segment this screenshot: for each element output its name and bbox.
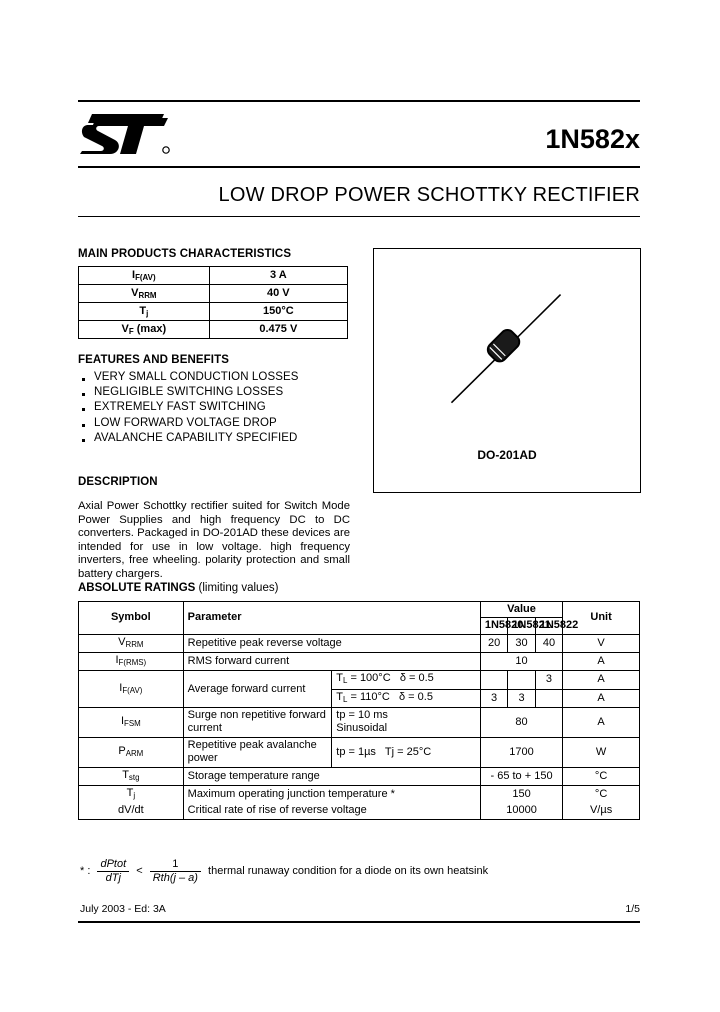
row-symbol: $T_{stg}$	[79, 767, 184, 785]
row-symbol: dV/dt	[79, 803, 184, 819]
col-header-symbol: Symbol	[79, 602, 184, 635]
absolute-ratings-table	[78, 601, 640, 820]
mpc-symbol: $T_j$	[79, 303, 210, 321]
row-value-1n5822	[535, 689, 562, 707]
col-header-parameter: Parameter	[183, 602, 480, 635]
package-label: DO-201AD	[477, 448, 537, 462]
features-heading: FEATURES AND BENEFITS	[78, 354, 229, 366]
row-condition: $T_L = 110^\circ C$ δ = 0.5	[332, 689, 481, 707]
features-list	[78, 370, 378, 446]
row-value-all: 10	[480, 653, 562, 671]
col-header-device-1n5822: 1N5822	[535, 618, 562, 634]
table-row	[79, 321, 348, 339]
row-value-all: 1700	[480, 737, 562, 767]
row-unit: W	[563, 737, 640, 767]
header-rule-bottom	[78, 166, 640, 168]
footnote-fraction-right	[150, 858, 201, 884]
absolute-ratings-title: ABSOLUTE RATINGS	[78, 582, 196, 594]
table-row	[79, 303, 348, 321]
row-unit: °C	[563, 767, 640, 785]
list-item: NEGLIGIBLE SWITCHING LOSSES	[78, 385, 378, 400]
footer-rule	[78, 921, 640, 923]
absolute-ratings-subtitle: (limiting values)	[195, 582, 279, 594]
table-row	[79, 267, 348, 285]
mpc-symbol: $V_F$ (max)	[79, 321, 210, 339]
footnote-lead: * :	[80, 865, 91, 878]
row-symbol: $V_{RRM}$	[79, 634, 184, 652]
footnote	[80, 858, 488, 884]
main-characteristics-heading: MAIN PRODUCTS CHARACTERISTICS	[78, 248, 292, 260]
table-row	[79, 767, 640, 785]
row-value-all: - 65 to + 150	[480, 767, 562, 785]
col-header-device-1n5821: 1N5821	[508, 618, 535, 634]
row-symbol: $I_{F(RMS)}$	[79, 653, 184, 671]
table-row	[79, 708, 640, 738]
absolute-ratings-heading	[78, 582, 278, 594]
row-value-1n5820	[480, 671, 507, 689]
footnote-fraction-left	[97, 858, 129, 884]
row-value-1n5822: 40	[535, 634, 562, 652]
row-parameter: Maximum operating junction temperature *	[183, 785, 480, 803]
list-item: LOW FORWARD VOLTAGE DROP	[78, 416, 378, 431]
row-condition	[332, 708, 481, 738]
row-symbol: $T_j$	[79, 785, 184, 803]
mpc-symbol: $I_{F(AV)}$	[79, 267, 210, 285]
description-heading: DESCRIPTION	[78, 476, 158, 488]
table-row	[79, 737, 640, 767]
row-parameter: Critical rate of rise of reverse voltage	[183, 803, 480, 819]
table-row	[79, 785, 640, 803]
fraction-denominator: Rth(j – a)	[152, 871, 198, 884]
main-characteristics-table	[78, 266, 348, 339]
description-text: Axial Power Schottky rectifier suited for Switch Mode Power Supplies and high frequency DC to DC converters. Packaged in DO-201AD these devices are intended for use in low voltage. high frequency inverters, free wheeling. polarity protection and small battery chargers.	[78, 500, 350, 580]
row-parameter: Repetitive peak avalanche power	[183, 737, 332, 767]
condition-line-2: Sinusoidal	[336, 722, 388, 735]
footer-date: July 2003 - Ed: 3A	[80, 903, 166, 915]
condition-line-1: tp = 10 ms	[336, 709, 388, 721]
mpc-value: 150°C	[209, 303, 347, 321]
subtitle-rule	[78, 216, 640, 217]
row-unit: °C	[563, 785, 640, 803]
footnote-text: thermal runaway condition for a diode on its own heatsink	[208, 865, 489, 878]
row-unit: V	[563, 634, 640, 652]
document-subtitle: LOW DROP POWER SCHOTTKY RECTIFIER	[218, 184, 640, 206]
row-condition: $T_L = 100^\circ C$ δ = 0.5	[332, 671, 481, 689]
table-row	[79, 803, 640, 819]
page-number: 1/5	[625, 903, 640, 915]
row-value-1n5821: 3	[508, 689, 535, 707]
row-value-1n5820: 3	[480, 689, 507, 707]
st-logo	[80, 110, 172, 158]
row-symbol: $P_{ARM}$	[79, 737, 184, 767]
row-parameter: RMS forward current	[183, 653, 480, 671]
table-row	[79, 653, 640, 671]
table-row	[79, 671, 640, 689]
row-symbol: $I_{FSM}$	[79, 708, 184, 738]
row-value-1n5821	[508, 671, 535, 689]
row-unit: A	[563, 671, 640, 689]
list-item: EXTREMELY FAST SWITCHING	[78, 400, 378, 415]
list-item: VERY SMALL CONDUCTION LOSSES	[78, 370, 378, 385]
row-condition: tp = 1µs Tj = 25°C	[332, 737, 481, 767]
row-value-all: 80	[480, 708, 562, 738]
row-value-1n5821: 30	[508, 634, 535, 652]
list-item: AVALANCHE CAPABILITY SPECIFIED	[78, 431, 378, 446]
row-parameter: Average forward current	[183, 671, 332, 708]
package-drawing-box	[373, 248, 641, 493]
row-unit: A	[563, 708, 640, 738]
row-parameter: Repetitive peak reverse voltage	[183, 634, 480, 652]
row-unit: V/µs	[563, 803, 640, 819]
table-row	[79, 285, 348, 303]
fraction-numerator: dPtot	[97, 858, 129, 872]
mpc-value: 0.475 V	[209, 321, 347, 339]
row-parameter: Storage temperature range	[183, 767, 480, 785]
mpc-symbol: $V_{RRM}$	[79, 285, 210, 303]
mpc-value: 40 V	[209, 285, 347, 303]
fraction-numerator: 1	[150, 858, 201, 872]
table-header-row	[79, 602, 640, 618]
row-parameter: Surge non repetitive forward current	[183, 708, 332, 738]
header-rule-top	[78, 100, 640, 102]
row-unit: A	[563, 653, 640, 671]
row-value-all: 10000	[480, 803, 562, 819]
row-unit: A	[563, 689, 640, 707]
col-header-device-1n5820: 1N5820	[480, 618, 507, 634]
part-number: 1N582x	[545, 124, 640, 154]
mpc-value: 3 A	[209, 267, 347, 285]
fraction-denominator: dTj	[105, 871, 121, 884]
row-symbol: $I_{F(AV)}$	[79, 671, 184, 708]
table-row	[79, 634, 640, 652]
footnote-operator: <	[136, 865, 143, 878]
row-value-1n5822: 3	[535, 671, 562, 689]
col-header-unit: Unit	[563, 602, 640, 635]
row-value-all: 150	[480, 785, 562, 803]
row-value-1n5820: 20	[480, 634, 507, 652]
col-header-value: Value	[480, 602, 562, 618]
